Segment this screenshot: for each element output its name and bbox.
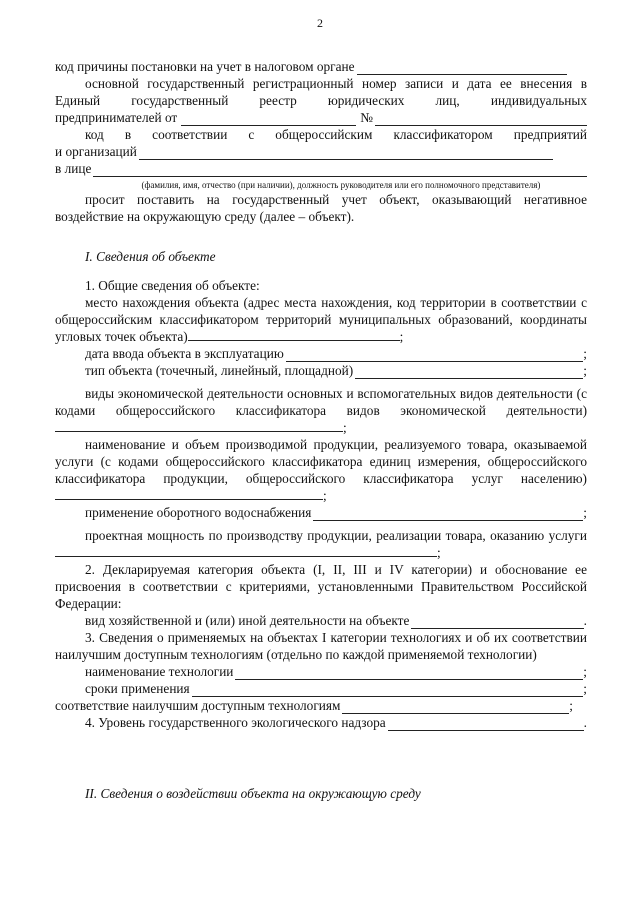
activity-kind-line <box>55 612 587 629</box>
water-field[interactable] <box>313 507 583 521</box>
products-text <box>55 436 587 504</box>
tech-name-line <box>55 663 587 680</box>
location-label: место нахождения объекта (адрес места нахождения, код территории в соответствии с общероссийским классификатором территорий муниципальных образований, координаты угловых точек объекта) <box>55 295 587 344</box>
location-field[interactable] <box>188 328 400 341</box>
type-label: тип объекта (точечный, линейный, площадной) <box>85 363 354 378</box>
products-label: наименование и объем производимой продукции, реализуемого товара, оказываемой услуги (с кодами общероссийского классификатора единиц измерения, общероссийского классификатора продукции, общероссийского классификатора услуг населению) <box>55 437 587 486</box>
activity-kind-period: . <box>583 613 587 628</box>
tech-name-field[interactable] <box>235 666 583 680</box>
okpo-text: код в соответствии с общероссийским классификатором предприятий <box>85 127 587 142</box>
activity-field[interactable] <box>55 419 343 432</box>
ogrn-date-field[interactable] <box>181 113 356 126</box>
person-line <box>55 160 587 177</box>
tech-terms-field[interactable] <box>192 683 584 697</box>
kpp-field[interactable] <box>357 61 567 75</box>
tech-bat-semicolon: ; <box>569 698 573 713</box>
person-label: в лице <box>55 161 92 176</box>
form-body <box>55 58 587 802</box>
tech-terms-line <box>55 680 587 697</box>
products-semicolon: ; <box>323 488 327 503</box>
commission-field[interactable] <box>286 348 584 362</box>
page-number: 2 <box>317 16 323 30</box>
water-line <box>55 504 587 521</box>
supervision-period: . <box>583 715 587 730</box>
person-note: (фамилия, имя, отчество (при наличии), должность руководителя или его полномочного представителя) <box>141 180 541 190</box>
type-semicolon: ; <box>583 363 587 378</box>
tech-name-semicolon: ; <box>583 664 587 679</box>
tech-terms-semicolon: ; <box>583 681 587 696</box>
activity-text <box>55 385 587 436</box>
commission-label: дата ввода объекта в эксплуатацию <box>85 346 284 361</box>
tech-bat-line <box>55 697 587 714</box>
capacity-field[interactable] <box>55 544 437 557</box>
capacity-semicolon: ; <box>437 545 441 560</box>
tech-bat-label: соответствие наилучшим доступным технологиям <box>55 698 341 713</box>
kpp-label: код причины постановки на учет в налоговом органе <box>55 59 355 74</box>
okpo-line <box>55 143 587 160</box>
ogrn-date-label: предпринимателей от <box>55 110 178 125</box>
capacity-label: проектная мощность по производству продукции, реализации товара, оказанию услуги <box>85 528 587 543</box>
type-line <box>55 362 587 379</box>
tech-terms-label: сроки применения <box>85 681 190 696</box>
okpo-label: и организаций <box>55 144 137 159</box>
ogrn-line <box>55 109 587 126</box>
okpo-field[interactable] <box>139 146 553 160</box>
type-field[interactable] <box>355 365 583 379</box>
water-label: применение оборотного водоснабжения <box>85 505 312 520</box>
activity-kind-label: вид хозяйственной и (или) иной деятельности на объекте <box>85 613 410 628</box>
section-2-title: II. Сведения о воздействии объекта на окружающую среду <box>85 786 421 801</box>
activity-label: виды экономической деятельности основных и вспомогательных видов деятельности (с кодами общероссийского классификатора видов экономической деятельности) <box>55 386 587 418</box>
tech-name-label: наименование технологии <box>85 664 234 679</box>
commission-line <box>55 345 587 362</box>
ogrn-number-label: № <box>360 110 373 125</box>
capacity-text <box>55 527 587 561</box>
products-field[interactable] <box>55 487 323 500</box>
supervision-field[interactable] <box>388 717 584 731</box>
activity-kind-field[interactable] <box>411 615 583 629</box>
activity-semicolon: ; <box>343 420 347 435</box>
location-text <box>55 294 587 345</box>
location-semicolon: ; <box>399 329 404 344</box>
kpp-line <box>55 58 587 75</box>
request-text: просит поставить на государственный учет объект, оказывающий негативное воздействие на окружающую среду (далее – объект). <box>55 192 587 224</box>
commission-semicolon: ; <box>583 346 587 361</box>
person-field[interactable] <box>93 163 587 177</box>
supervision-label: 4. Уровень государственного экологического надзора <box>85 715 386 730</box>
ogrn-number-field[interactable] <box>375 112 587 126</box>
ogrn-text: основной государственный регистрационный номер записи и дата ее внесения в Единый государственный реестр юридических лиц, индивидуальных <box>55 76 587 108</box>
category-text: 2. Декларируемая категория объекта (I, II, III и IV категории) и обоснование ее присвоения в соответствии с критериями, установленными Правительством Российской Федерации: <box>55 562 587 611</box>
water-semicolon: ; <box>583 505 587 520</box>
section-1-title: I. Сведения об объекте <box>85 249 216 264</box>
tech-bat-field[interactable] <box>342 700 569 714</box>
general-title: 1. Общие сведения об объекте: <box>85 278 260 293</box>
supervision-line <box>55 714 587 731</box>
technologies-text: 3. Сведения о применяемых на объектах I категории технологиях и об их соответствии наилучшим доступным технологиям (отдельно по каждой применяемой технологии) <box>55 630 587 662</box>
